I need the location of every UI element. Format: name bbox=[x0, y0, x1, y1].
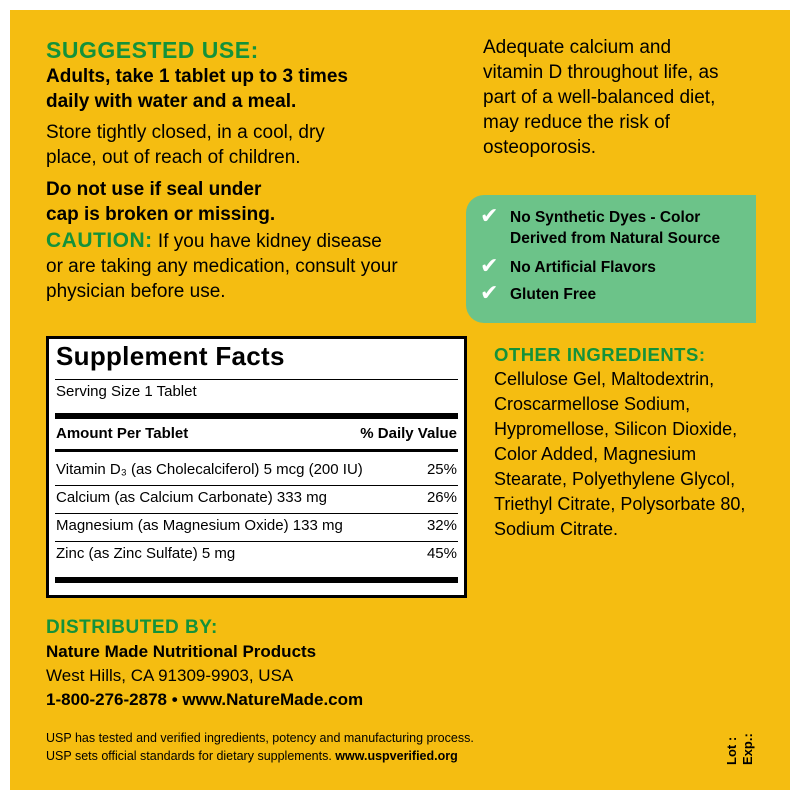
divider bbox=[55, 485, 458, 486]
label-panel bbox=[10, 10, 790, 790]
nutrient-row bbox=[56, 543, 457, 567]
claim-text: No Artificial Flavors bbox=[510, 259, 656, 276]
nutrient-row bbox=[56, 515, 457, 539]
nutrient-row bbox=[56, 487, 457, 511]
nutrient-row bbox=[56, 459, 457, 483]
checkmark-icon: ✔ bbox=[480, 203, 499, 228]
usp-line: USP sets official standards for dietary supplements. bbox=[46, 749, 336, 763]
claim-text: No Synthetic Dyes - Color bbox=[510, 209, 701, 226]
checkmark-icon: ✔ bbox=[480, 280, 499, 305]
nutrient-dv: 45% bbox=[426, 545, 457, 562]
storage-line: place, out of reach of children. bbox=[46, 147, 301, 168]
directions-section bbox=[46, 37, 456, 304]
usp-link[interactable]: www.uspverified.org bbox=[335, 749, 458, 763]
divider bbox=[55, 577, 458, 583]
claims-badge bbox=[466, 195, 756, 323]
usp-line: USP has tested and verified ingredients, potency and manufacturing process. bbox=[46, 731, 474, 745]
supplement-facts-panel bbox=[46, 336, 467, 598]
divider bbox=[55, 449, 458, 452]
health-claim bbox=[483, 35, 773, 160]
caution-line: or are taking any medication, consult your bbox=[46, 256, 398, 277]
caution-line-1 bbox=[46, 228, 456, 254]
distributor-address: West Hills, CA 91309-9903, USA bbox=[46, 666, 294, 685]
serving-size: Serving Size 1 Tablet bbox=[56, 383, 197, 400]
exp-label: Exp.: bbox=[740, 733, 755, 765]
nutrient-dv: 32% bbox=[426, 517, 457, 534]
ingredient-line: Croscarmellose Sodium, bbox=[494, 394, 691, 414]
ingredient-line: Hypromellose, Silicon Dioxide, bbox=[494, 419, 738, 439]
ingredient-line: Color Added, Magnesium bbox=[494, 444, 697, 464]
nutrient-name: Zinc (as Zinc Sulfate) 5 mg bbox=[56, 545, 236, 562]
daily-value-header: % Daily Value bbox=[360, 425, 457, 442]
health-claim-line: may reduce the risk of bbox=[483, 112, 670, 133]
seal-warning-line: Do not use if seal under bbox=[46, 179, 262, 200]
ingredient-line: Stearate, Polyethylene Glycol, bbox=[494, 469, 736, 489]
claim-text: Gluten Free bbox=[510, 286, 597, 303]
divider bbox=[55, 413, 458, 419]
nutrient-name: Vitamin D₃ (as Cholecalciferol) 5 mcg (200 IU) bbox=[56, 461, 363, 478]
caution-text: If you have kidney disease bbox=[152, 231, 382, 252]
nutrient-dv: 25% bbox=[426, 461, 457, 478]
divider bbox=[55, 541, 458, 542]
ingredient-line: Sodium Citrate. bbox=[494, 519, 619, 539]
health-claim-line: Adequate calcium and bbox=[483, 37, 672, 58]
health-claim-line: part of a well-balanced diet, bbox=[483, 87, 716, 108]
caution-heading: CAUTION: bbox=[46, 229, 153, 252]
directions-line: Adults, take 1 tablet up to 3 times bbox=[46, 66, 348, 87]
lot-exp-block bbox=[724, 733, 756, 765]
nutrient-dv: 26% bbox=[426, 489, 457, 506]
health-claim-line: osteoporosis. bbox=[483, 137, 597, 158]
other-ingredients-section bbox=[494, 343, 784, 542]
amount-per-tablet-header: Amount Per Tablet bbox=[56, 425, 189, 442]
ingredient-line: Triethyl Citrate, Polysorbate 80, bbox=[494, 494, 746, 514]
distributor-contact: 1-800-276-2878 • www.NatureMade.com bbox=[46, 690, 364, 709]
divider bbox=[55, 379, 458, 380]
distributed-by-heading: DISTRIBUTED BY: bbox=[46, 617, 218, 638]
health-claim-line: vitamin D throughout life, as bbox=[483, 62, 719, 83]
checkmark-icon: ✔ bbox=[480, 253, 499, 278]
storage-line: Store tightly closed, in a cool, dry bbox=[46, 122, 325, 143]
other-ingredients-heading: OTHER INGREDIENTS: bbox=[494, 344, 706, 365]
caution-line: physician before use. bbox=[46, 281, 226, 302]
ingredient-line: Cellulose Gel, Maltodextrin, bbox=[494, 369, 715, 389]
suggested-use-heading: SUGGESTED USE: bbox=[46, 37, 259, 63]
supplement-facts-title: Supplement Facts bbox=[56, 341, 285, 371]
nutrient-name: Calcium (as Calcium Carbonate) 333 mg bbox=[56, 489, 327, 506]
divider bbox=[55, 513, 458, 514]
nutrient-name: Magnesium (as Magnesium Oxide) 133 mg bbox=[56, 517, 343, 534]
directions-line: daily with water and a meal. bbox=[46, 91, 297, 112]
distributor-section bbox=[46, 616, 546, 712]
seal-warning-line: cap is broken or missing. bbox=[46, 204, 276, 225]
claim-text: Derived from Natural Source bbox=[510, 230, 721, 247]
usp-statement bbox=[46, 729, 566, 765]
distributor-company: Nature Made Nutritional Products bbox=[46, 642, 317, 661]
lot-label: Lot : bbox=[724, 736, 739, 765]
